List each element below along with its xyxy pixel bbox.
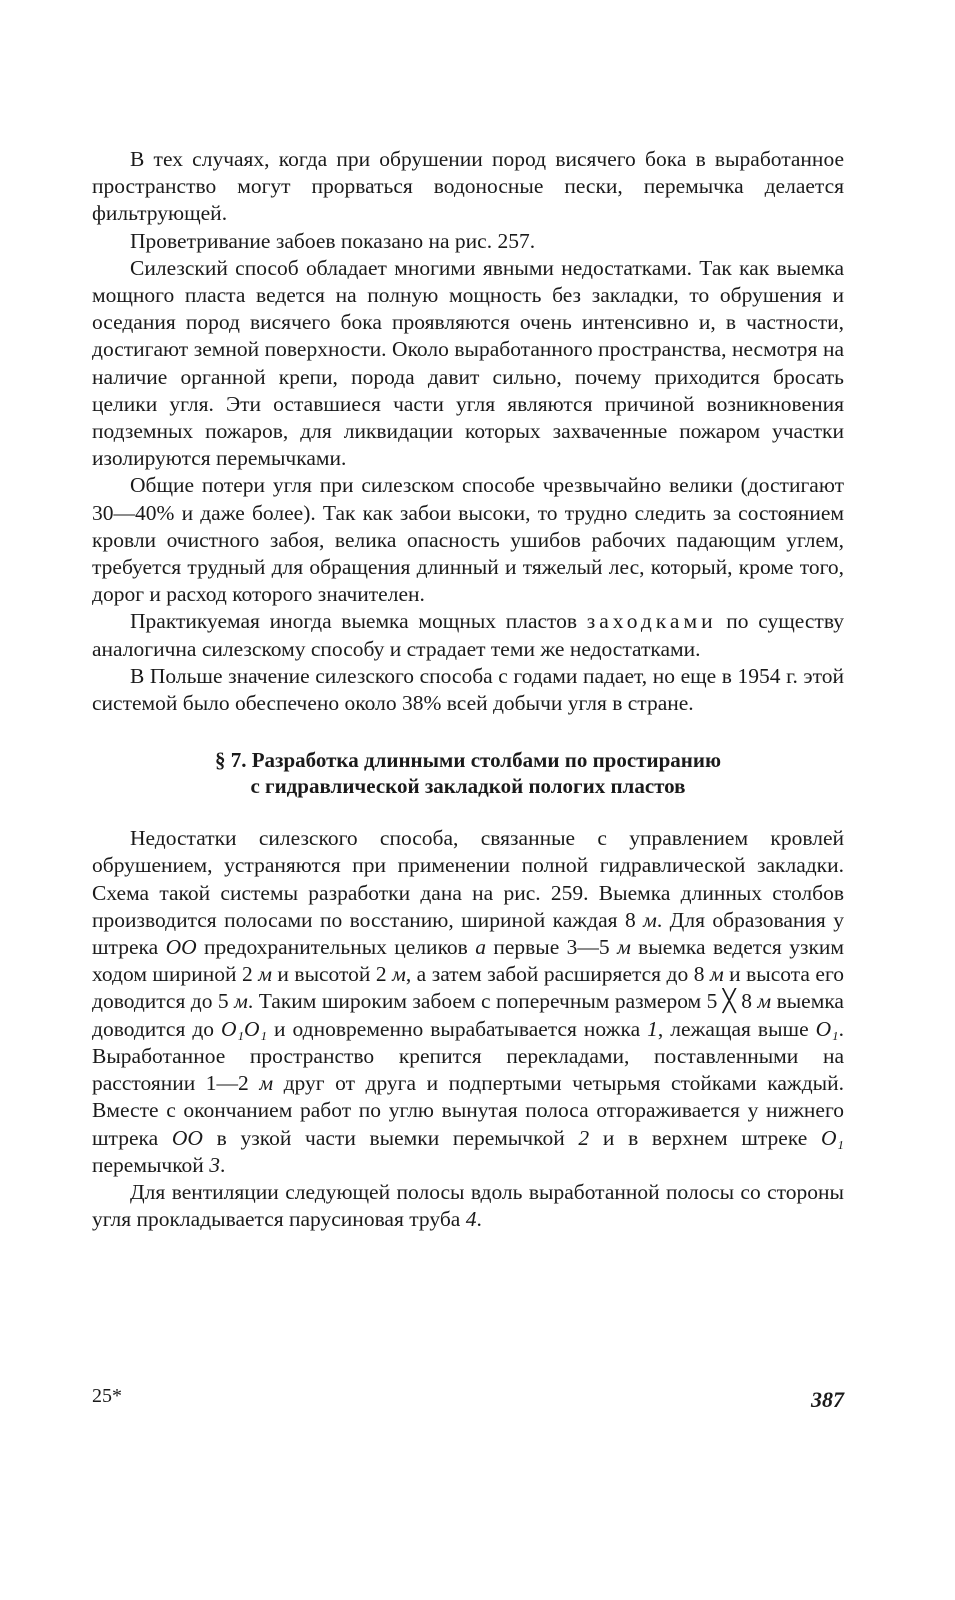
label: O₁ <box>815 1016 839 1041</box>
label: 2 <box>578 1125 590 1150</box>
paragraph: Проветривание забоев показано на рис. 257. <box>130 228 536 253</box>
text-run: . Для образования у штрека <box>92 907 844 960</box>
text-run: Для вентиляции следующей полосы вдоль выработанной полосы со стороны угля прокладывается парусиновая труба <box>92 1179 844 1232</box>
label: 4 <box>465 1207 477 1232</box>
text-run: Недостатки силезского способа, связанные с управлением кровлей обрушением, устраняются при применении полной гидравлической закладки. Схема такой системы разработки дана на рис. 259. Выемка длинных столбов производится полосами по восстанию, шириной каждая 8 <box>92 826 844 932</box>
label: a <box>475 935 486 960</box>
spaced-term: заходками <box>586 609 717 634</box>
text-run: выемка ведется узким ходом шириной 2 <box>92 935 845 987</box>
text-run: Практикуемая иногда выемка мощных пластов <box>130 609 587 634</box>
signature-mark: 25* <box>92 1385 122 1407</box>
paragraph <box>92 608 844 662</box>
unit: м <box>709 962 724 987</box>
text-run: . Выработанное пространство крепится перекладами, поставленными на расстоянии 1—2 <box>92 1016 844 1096</box>
page-footer <box>92 1385 844 1415</box>
label: OO <box>165 935 197 960</box>
text-run: , лежащая выше <box>657 1016 816 1041</box>
unit: м <box>258 962 272 987</box>
label: O₁O₁ <box>221 1016 268 1041</box>
paragraph: Общие потери угля при силезском способе чрезвычайно велики (достигают 30—40% и даже более). Так как забои высоки, то трудно следить за состоянием кровли очистного забоя, велика опасность ушибов рабочих падающим углем, требуется трудный для обращения длинный и тяжелый лес, который, кроме того, дорог и расход которого значителен. <box>92 473 844 607</box>
unit: м <box>643 907 657 932</box>
page-body <box>92 146 844 1233</box>
text-run: . Таким широким забоем с поперечным размером 5 ╳ 8 <box>247 989 758 1014</box>
paragraph: В Польше значение силезского способа с годами падает, но еще в 1954 г. этой системой было обеспечено около 38% всей добычи угля в стране. <box>92 663 844 716</box>
unit: м <box>234 989 248 1014</box>
section-heading-line: с гидравлической закладкой пологих пластов <box>250 774 686 799</box>
text-run: в узкой части выемки перемычкой <box>202 1125 579 1150</box>
text-run: первые 3—5 <box>485 935 618 960</box>
paragraph <box>92 1179 844 1233</box>
text-run: и одновременно вырабатывается ножка <box>267 1016 648 1041</box>
text-run: и высота его доводится до 5 <box>92 962 845 1014</box>
text-run: . <box>219 1152 226 1177</box>
text-run: , а затем забой расширяется до 8 <box>405 962 710 987</box>
unit: м <box>392 962 406 987</box>
text-run: выемка доводится до <box>92 989 844 1041</box>
section-heading-line: § 7. Разработка длинными столбами по простиранию <box>214 748 722 773</box>
unit: м <box>757 989 772 1014</box>
label: OO <box>171 1125 203 1150</box>
text-run: друг от друга и подпертыми четырьмя стойками каждый. Вместе с окончанием работ по углю вынутая полоса отгораживается у нижнего штрека <box>92 1071 844 1150</box>
paragraph <box>92 825 844 1179</box>
unit: м <box>259 1071 274 1096</box>
label: O₁ <box>820 1125 844 1150</box>
text-run: и в верхнем штреке <box>589 1125 821 1150</box>
text-run: перемычкой <box>92 1152 210 1177</box>
text-run: предохранительных целиков <box>196 935 476 960</box>
label: 3 <box>209 1152 220 1177</box>
section-heading <box>92 747 844 799</box>
label: 1 <box>647 1016 658 1041</box>
text-run: по существу аналогична силезскому способу и страдает теми же недостатками. <box>92 609 844 661</box>
text-run: . <box>476 1207 482 1232</box>
paragraph: В тех случаях, когда при обрушении пород висячего бока в выработанное пространство могут прорваться водоносные пески, перемычка делается фильтрующей. <box>92 147 844 226</box>
text-run: и высотой 2 <box>271 962 393 987</box>
unit: м <box>617 935 631 960</box>
paragraph: Силезский способ обладает многими явными недостатками. Так как выемка мощного пласта ведется на полную мощность без закладки, то обрушения и оседания пород висячего бока проявляются очень интенсивно и, в частности, достигают земной поверхности. Около выработанного пространства, несмотря на наличие органной крепи, порода давит сильно, почему приходится бросать целики угля. Эти оставшиеся части угля являются причиной возникновения подземных пожаров, для ликвидации которых захваченные пожаром участки изолируются перемычками. <box>92 255 844 471</box>
page-number: 387 <box>811 1387 844 1412</box>
